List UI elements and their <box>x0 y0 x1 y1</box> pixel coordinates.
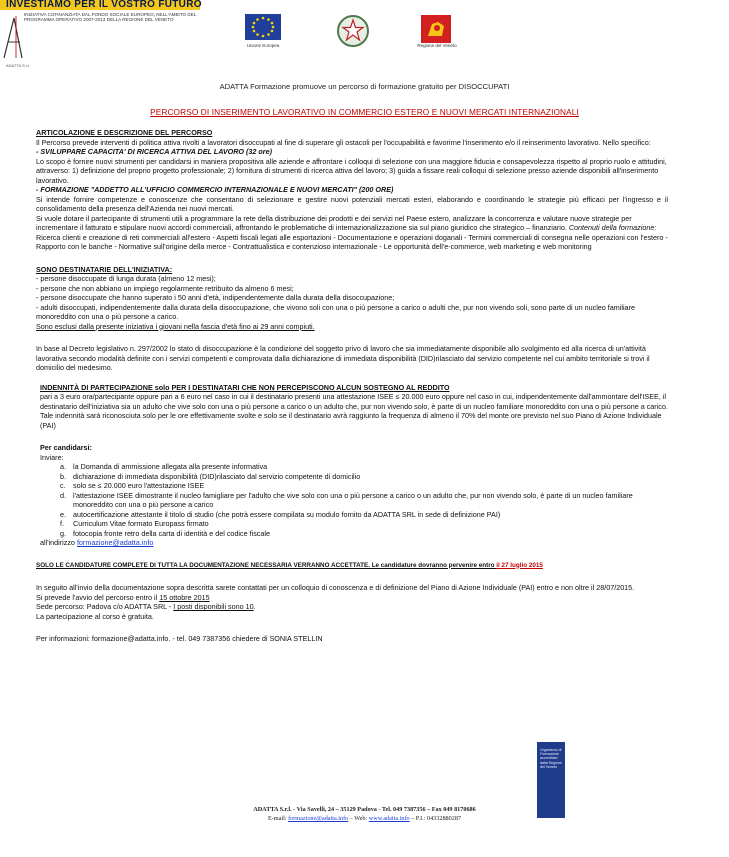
indennita-block <box>36 383 668 548</box>
document-item: a. la Domanda di ammissione allegata alla presente informativa <box>60 462 268 471</box>
acceptance-note: SOLO LE CANDIDATURE COMPLETE DI TUTTA LA DOCUMENTAZIONE NECESSARIA VERRANNO ACCETTATE. Le candidature dovranno pervenire entro il 27 luglio 2015 <box>36 561 543 569</box>
destinatari-item: - adulti disoccupati, indipendentemente dalla durata della disoccupazione, che vivono soli con una o più persone a carico o adulti che, pur non vivendo soli, sono parte di un nucleo familiare monoreddito con una o più persone a carico. <box>36 302 635 321</box>
module-2-contents <box>36 214 668 252</box>
intro-line: ADATTA Formazione promuove un percorso di formazione gratuito per DISOCCUPATI <box>219 82 510 91</box>
documents-list <box>40 462 668 538</box>
info-paragraph: In seguito all'invio della documentazione sopra descritta sarete contattati per un colloquio di conoscenza e di definizione del Piano di Azione Individuale (PAI) entro e non oltre il 28/07/2015. <box>36 583 635 592</box>
articolazione-heading: ARTICOLAZIONE E DESCRIZIONE DEL PERCORSO <box>36 128 213 137</box>
candidati-heading: Per candidarsi: <box>40 443 92 452</box>
sede-line: Sede percorso: Padova c/o ADATTA SRL - I posti disponibili sono 10. <box>36 602 256 611</box>
veneto-caption: Regione del Veneto <box>417 43 457 48</box>
destinatari-heading: SONO DESTINATARIE DELL'INIZIATIVA: <box>36 264 173 274</box>
document-item: f. Curriculum Vitae formato Europass firmato <box>60 519 209 528</box>
email-link[interactable]: formazione@adatta.info <box>76 538 154 547</box>
articolazione-intro: Il Percorso prevede interventi di politica attiva rivolti a lavoratori disoccupati al fine di superare gli ostacoli per l'occupabilità e favorirne l'inserimento e/o il reinserimento lavorativo. Nello specifico: <box>36 137 651 147</box>
footer-web-link[interactable]: www.adatta.info <box>368 815 410 822</box>
document-item: c. solo se ≤ 20.000 euro l'attestazione ISEE <box>60 481 205 490</box>
logo-caption: ADATTA S.r.l. <box>6 63 31 68</box>
course-headline: PERCORSO DI INSERIMENTO LAVORATIVO IN COMMERCIO ESTERO E NUOVI MERCATI INTERNAZIONALI <box>150 107 579 117</box>
decreto-paragraph: In base al Decreto legislativo n. 297/2002 lo stato di disoccupazione è la condizione del soggetto privo di lavoro che sia immediatamente disponibile allo svolgimento ed alla ricerca di un'attività lavorativa secondo modalità definite con i servizi competenti e comprovata dalla dichiarazione di immediata disponibilità (DID)rilasciato dal servizio competente nel cui ambito territoriale si trovi il domicilio del medesimo. <box>36 344 650 372</box>
module-1-title: - SVILUPPARE CAPACITA' DI RICERCA ATTIVA DEL LAVORO (32 ore) <box>36 147 272 156</box>
document-item: e. autocertificazione attestante il titolo di studio (che potrà essere compilata su modulo fornito da ADATTA SRL in sede di definizione PAI) <box>60 509 501 519</box>
main-content <box>36 128 668 644</box>
indennita-heading: INDENNITÀ DI PARTECIPAZIONE solo PER I DESTINATARI CHE NON PERCEPISCONO ALCUN SOSTEGNO AL REDDITO <box>40 382 450 392</box>
module-2-title: - FORMAZIONE "ADDETTO ALL'UFFICIO COMMERCIO INTERNAZIONALE E NUOVI MERCATI" (200 ORE) <box>36 185 394 194</box>
banner-subtitle: INIZIATIVA COFINANZIATA DAL FONDO SOCIALE EUROPEO, NELL'AMBITO DEL PROGRAMMA OPERATIVO 2007-2013 DELLA REGIONE DEL VENETO <box>24 12 197 23</box>
footer-email-link[interactable]: formazione@adatta.info <box>288 815 349 822</box>
start-date: 15 ottobre 2015 <box>159 592 210 602</box>
contents-list: Ricerca clienti e creazione di reti commerciali all'estero - Aspetti fiscali legati alle esportazioni - Documentazione e operazioni doganali - Termini commerciali di consegna nelle operazioni con l'estero - Rapporto con le banche - Normative sull'origine della merce - Contrattualistica e contenzioso internazionale - Le opportunità dell'e-commerce, web marketing e web monitoring <box>36 232 668 251</box>
destinatari-item: - persone disoccupate di lunga durata (almeno 12 mesi); <box>36 274 216 283</box>
module-1-description: Lo scopo è fornire nuovi strumenti per candidarsi in maniera propositiva alle aziende e affrontare i colloqui di selezione con una maggiore fiducia e consapevolezza rispetto al proprio ruolo e attitudini, attraverso: 1) definizione del proprio progetto professionale; 2) fornitura di strumenti di ricerca attiva del lavoro; 3) guida a fissare reali colloqui di selezione presso aziende disponibili all'inserimento lavorativo. <box>36 156 667 185</box>
document-item: g. fotocopia fronte retro della carta di identità e del codice fiscale <box>60 528 270 538</box>
banner-title: INVESTIAMO PER IL VOSTRO FUTURO <box>6 0 202 10</box>
esclusione-note: Sono esclusi dalla presente iniziativa i giovani nella fascia d'età fino ai 29 anni compiuti. <box>36 321 315 331</box>
destinatari-item: - persone che non abbiano un impiego regolarmente retribuito da almeno 6 mesi; <box>36 283 294 293</box>
accreditation-text: Organismo di Formazione accreditato dalla Regione del Veneto <box>540 748 562 769</box>
inviare-label: Inviare: <box>40 452 64 462</box>
contents-label: Contenuti della formazione: <box>568 223 657 232</box>
start-date-line: Si prevede l'avvio del percorso entro il 15 ottobre 2015 <box>36 592 210 602</box>
destinatari-item: - persone disoccupate che hanno superato i 50 anni d'età, indipendentemente dalla durata della disoccupazione; <box>36 293 395 302</box>
document-item: d. l'attestazione ISEE dimostrante il nucleo famigliare per l'adulto che vive solo con una o più persone a carico o un adulto che, pur non vivendo solo, è parte di un nucleo familiare monoreddito con una o più persone a carico <box>60 490 633 509</box>
module-2-description: Si intende fornire competenze e conoscenze che consentano di selezionare e gestire nuovi potenziali mercati esteri, elaborando e coordinando le strategie più efficaci per l'ingresso e il consolidamento della presenza dell'Azienda nei nuovi mercati. <box>36 194 668 213</box>
module-2-text: Si vuole dotare il partecipante di strumenti utili a programmare la rete della distribuzione dei prodotti e dei servizi nel Paese estero, analizzare la concorrenza e valutare nuove strategie per incrementare il fatturato e stipulare nuovi accordi commerciali, affrontando le problematiche di internazionalizzazione sia sul piano giuridico che strategico – finanziario. <box>36 213 632 232</box>
footer-address: ADATTA S.r.l. - Via Savelli, 24 – 35129 Padova - Tel. 049 7387356 – Fax 049 8170686 <box>253 806 476 813</box>
footer-contacts: E-mail: formazione@adatta.info – Web: www.adatta.info – P.I.: 04332880287 <box>267 815 462 822</box>
document-item: b. dichiarazione di immediata disponibilità (DID)rilasciato dal servizio competente di domicilio <box>60 471 361 481</box>
posti-disponibili: I posti disponibili sono 10 <box>173 602 254 611</box>
contact-line: Per informazioni: formazione@adatta.info. - tel. 049 7387356 chiedere di SONIA STELLIN <box>36 634 323 643</box>
email-line: all'indirizzo formazione@adatta.info <box>40 538 154 547</box>
eu-caption: Unione Europea <box>246 43 280 48</box>
indennita-text: pari a 3 euro ora/partecipante oppure pari a 6 euro nel caso in cui il destinatario presenti una attestazione ISEE ≤ 20.000 euro oppure nel caso in cui, indipendentemente dall'ammontare dell'ISEE, il destinatario dell'iniziativa sia un adulto che vive solo con una o più persone a carico o un adulto che, pur non vivendo solo, è parte di un nucleo familiare monoreddito con una o più persone a carico. Tale indennità sarà riconosciuta solo per le ore effettivamente svolte e solo se il destinatario avrà raggiunto la frequenza di almeno il 70% del monte ore previsto nel suo Piano di Azione Individuale (PAI) <box>40 392 668 430</box>
adatta-logo-icon <box>2 14 24 60</box>
gratuita-line: La partecipazione al corso è gratuita. <box>36 611 154 621</box>
deadline: il 27 luglio 2015 <box>496 561 543 569</box>
italy-emblem-icon <box>336 14 370 48</box>
